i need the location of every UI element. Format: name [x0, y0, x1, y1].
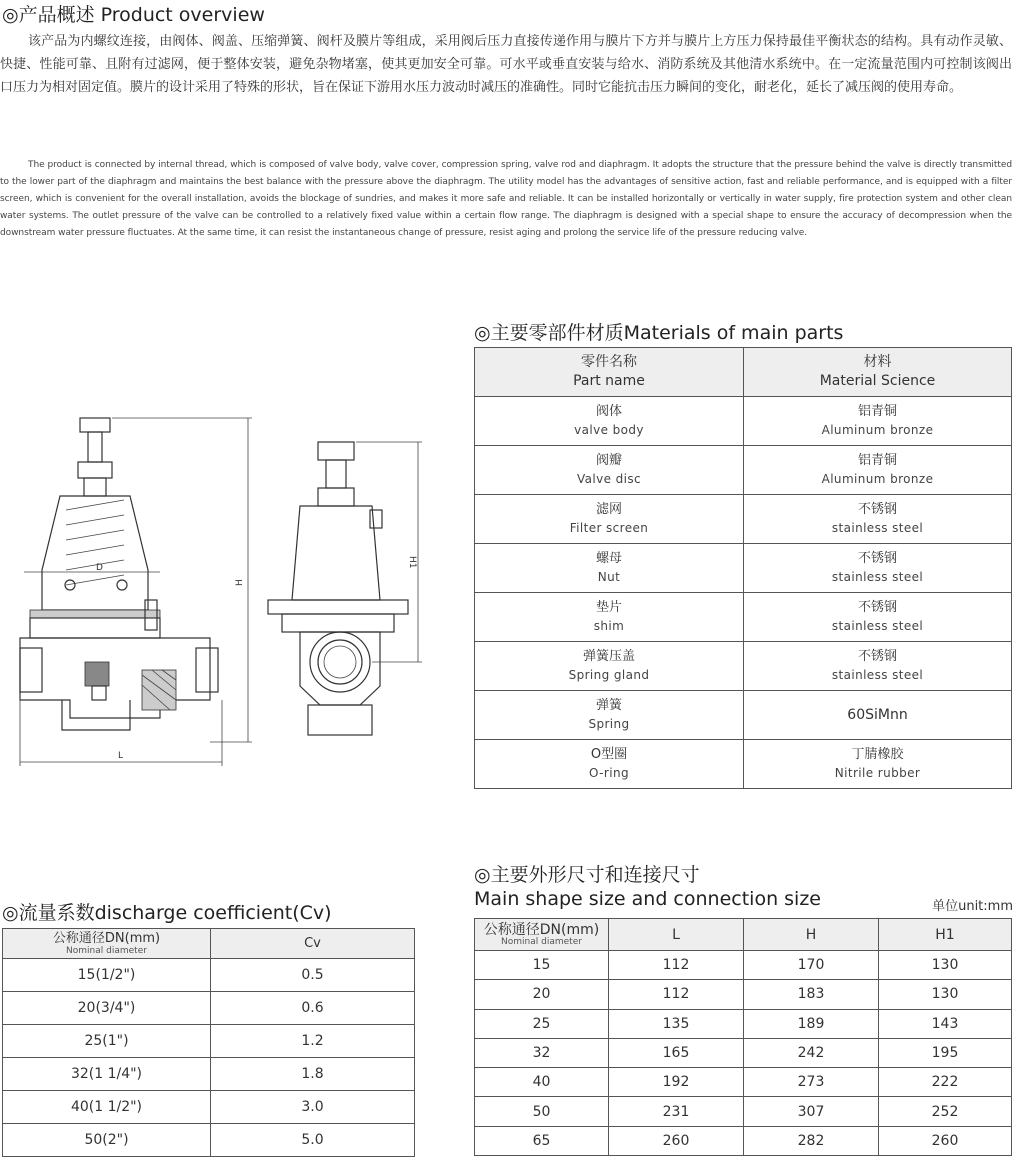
header-dn: 公称通径DN(mm) Nominal diameter — [3, 929, 211, 959]
header-h1: H1 — [879, 919, 1012, 951]
table-row: 32 165 242 195 — [475, 1038, 1012, 1067]
table-row: 20(3/4") 0.6 — [3, 992, 415, 1025]
table-row: 15 112 170 130 — [475, 951, 1012, 980]
materials-table — [474, 347, 1012, 789]
overview-title: ◎产品概述 Product overview — [2, 4, 265, 26]
table-header-row — [3, 929, 415, 959]
header-dn: 公称通径DN(mm) Nominal diameter — [475, 919, 609, 951]
header-h: H — [744, 919, 879, 951]
table-header-row — [475, 919, 1012, 951]
table-row: 20 112 183 130 — [475, 980, 1012, 1009]
table-row: O型圈 O-ring 丁腈橡胶 Nitrile rubber — [475, 740, 1012, 789]
header-part-name: 零件名称 Part name — [475, 348, 744, 397]
valve-drawing — [0, 400, 460, 780]
svg-text:D: D — [96, 563, 103, 573]
svg-text:L: L — [118, 751, 124, 761]
side-view — [268, 442, 422, 735]
table-row: 阀瓣 Valve disc 铝青铜 Aluminum bronze — [475, 446, 1012, 495]
table-header-row — [475, 348, 1012, 397]
table-row: 滤网 Filter screen 不锈钢 stainless steel — [475, 495, 1012, 544]
header-l: L — [609, 919, 744, 951]
table-row: 阀体 valve body 铝青铜 Aluminum bronze — [475, 397, 1012, 446]
table-row: 25 135 189 143 — [475, 1009, 1012, 1038]
table-row: 15(1/2") 0.5 — [3, 959, 415, 992]
header-material: 材料 Material Science — [744, 348, 1012, 397]
dimensions-title-en: Main shape size and connection size — [474, 888, 822, 910]
dimensions-table — [474, 918, 1012, 1156]
table-row: 25(1") 1.2 — [3, 1025, 415, 1058]
table-row: 32(1 1/4") 1.8 — [3, 1058, 415, 1091]
table-row: 65 260 282 260 — [475, 1126, 1012, 1155]
table-row: 40 192 273 222 — [475, 1068, 1012, 1097]
svg-text:H: H — [235, 579, 245, 586]
table-row: 弹簧压盖 Spring gland 不锈钢 stainless steel — [475, 642, 1012, 691]
table-row: 50(2") 5.0 — [3, 1124, 415, 1157]
svg-text:H1: H1 — [407, 556, 417, 569]
sectional-view — [20, 418, 252, 766]
unit-label: 单位unit:mm — [932, 899, 1013, 914]
header-cv: Cv — [211, 929, 415, 959]
table-row: 弹簧 Spring 60SiMnn — [475, 691, 1012, 740]
table-row: 垫片 shim 不锈钢 stainless steel — [475, 593, 1012, 642]
table-row: 50 231 307 252 — [475, 1097, 1012, 1126]
materials-title: ◎主要零部件材质Materials of main parts — [474, 322, 844, 344]
cv-table — [2, 928, 415, 1157]
overview-text-en: The product is connected by internal thread, which is composed of valve body, valve cover, compression spring, valve rod and diaphragm. It adopts the structure that the pressure behind the valve is directly transmitted to the lower part of the diaphragm and maintains the best balance with the pressure above the diaphragm. The utility model has the advantages of sensitive action, fast and reliable performance, and is equipped with a filter screen, which is convenient for the overall installation, avoids the blockage of sundries, and makes it more safe and reliable. It can be installed horizontally or vertically in water supply, fire protection system and other clean water systems. The outlet pressure of the valve can be controlled to a relatively fixed value within a certain flow range. The diaphragm is designed with a special shape to ensure the accuracy of decompression when the downstream water pressure fluctuates. At the same time, it can resist the instantaneous change of pressure, resist aging and prolong the service life of the pressure reducing valve. — [0, 160, 1012, 238]
overview-text-cn: 该产品为内螺纹连接，由阀体、阀盖、压缩弹簧、阀杆及膜片等组成，采用阀后压力直接传递作用与膜片下方并与膜片上方压力保持最佳平衡状态的结构。具有动作灵敏、快捷、性能可靠、且附有过滤网，便于整体安装，避免杂物堵塞，使其更加安全可靠。可水平或垂直安装与给水、消防系统及其他清水系统中。在一定流量范围内可控制该阀出口压力为相对固定值。膜片的设计采用了特殊的形状，旨在保证下游用水压力波动时减压的准确性。同时它能抗击压力瞬间的变化，耐老化，延长了减压阀的使用寿命。 — [0, 34, 1012, 95]
cv-title: ◎流量系数discharge coefficient(Cv) — [2, 902, 332, 924]
dimensions-title-cn: ◎主要外形尺寸和连接尺寸 — [474, 864, 700, 886]
table-row: 螺母 Nut 不锈钢 stainless steel — [475, 544, 1012, 593]
table-row: 40(1 1/2") 3.0 — [3, 1091, 415, 1124]
